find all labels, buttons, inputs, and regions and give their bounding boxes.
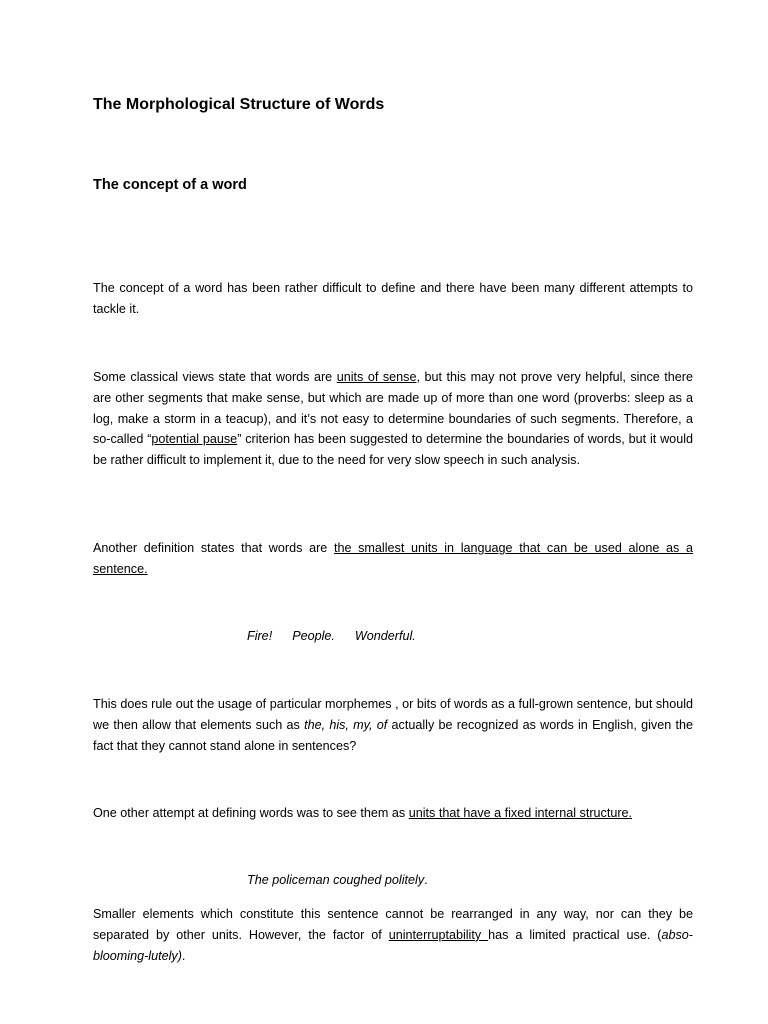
- paragraph-text: One other attempt at defining words was to see them as: [93, 806, 409, 820]
- example-word: People.: [292, 629, 335, 643]
- example-word: Wonderful.: [354, 629, 416, 643]
- underlined-term: the smallest units in language that can be used alone as a sentence.: [93, 541, 693, 576]
- paragraph-text: has a limited practical use. (: [488, 927, 662, 942]
- underlined-term: uninterruptability: [388, 927, 489, 942]
- example-sentence: [247, 870, 428, 890]
- paragraph-text: , but this may not prove very helpful, since there are other segments that make sense, but which are made up of more than one word (proverbs: sleep as a log, make a storm in a teacup), and it’s not easy to determine boundaries of such segments. Therefore, a so-called “: [93, 370, 694, 447]
- underlined-term: units of sense: [336, 370, 417, 384]
- italic-example: abso-blooming-lutely): [93, 927, 693, 963]
- paragraph-smallest-units: [93, 538, 693, 580]
- italic-examples: the, his, my, of: [304, 717, 388, 732]
- example-sentence-period: .: [424, 873, 428, 887]
- example-words: [247, 626, 416, 646]
- underlined-term: units that have a fixed internal structure.: [408, 806, 633, 820]
- paragraph-text: ” criterion has been suggested to determine the boundaries of words, but it would be rather difficult to implement it, due to the need for very slow speech in such analysis.: [93, 432, 693, 468]
- paragraph-text: The concept of a word has been rather difficult to define and there have been many different attempts to tackle it.: [93, 281, 693, 316]
- example-sentence-text: The policeman coughed politely: [247, 873, 425, 887]
- example-word: Fire!: [247, 629, 273, 643]
- paragraph-text: Smaller elements which constitute this sentence cannot be rearranged in any way, nor can they be separated by other units. However, the factor of: [93, 907, 693, 942]
- paragraph-text: Some classical views state that words are: [93, 370, 337, 384]
- paragraph-units-of-sense: [93, 367, 693, 471]
- paragraph-text: .: [181, 948, 186, 963]
- paragraph-text: Another definition states that words are: [93, 541, 334, 555]
- paragraph-uninterruptability: [93, 904, 693, 966]
- paragraph-intro: [93, 278, 693, 320]
- paragraph-morphemes: [93, 694, 693, 756]
- underlined-term: potential pause: [151, 432, 238, 447]
- paragraph-fixed-structure: [93, 803, 693, 824]
- section-heading: The concept of a word: [93, 177, 247, 193]
- paragraph-text: This does rule out the usage of particular morphemes , or bits of words as a full-grown sentence, but should we then allow that elements such as: [93, 697, 693, 732]
- document-title: The Morphological Structure of Words: [93, 96, 385, 113]
- paragraph-text: actually be recognized as words in English, given the fact that they cannot stand alone in sentences?: [93, 717, 693, 753]
